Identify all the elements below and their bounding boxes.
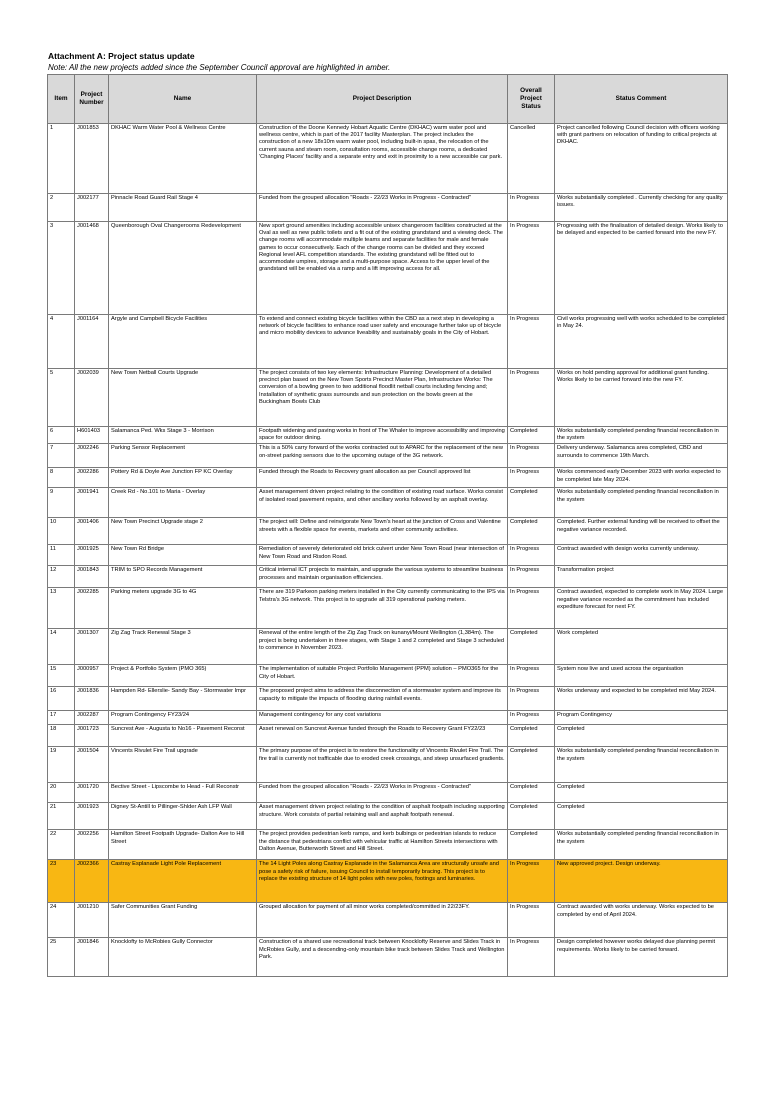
cell-description: Construction of a shared use recreational track between Knocklofty Reserve and Slides Track in McRobies Gully, and a descending-only mountain bike track between Slides Track and Wellington Park. <box>257 938 508 977</box>
cell-name: Program Contingency FY23/24 <box>109 711 257 725</box>
cell-status-comment: Completed <box>555 803 728 830</box>
cell-description: Footpath widening and paving works in front of The Whaler to improve accessibility and improving space for outdoor dining. <box>257 427 508 444</box>
cell-description: Asset renewal on Suncrest Avenue funded through the Roads to Recovery Grant FY22/23 <box>257 725 508 747</box>
header-item: Item <box>48 75 75 124</box>
project-status-table <box>47 74 728 977</box>
table-row <box>48 687 728 711</box>
cell-status: In Progress <box>508 566 555 588</box>
header-description: Project Description <box>257 75 508 124</box>
cell-name: New Town Netball Courts Upgrade <box>109 369 257 427</box>
cell-status-comment: New approved project. Design underway. <box>555 860 728 903</box>
cell-project-number: J001853 <box>75 124 109 194</box>
cell-description: This is a 50% carry forward of the works contracted out to APARC for the replacement of the new on-street parking sensors due to the upcoming outage of the 3G network. <box>257 444 508 468</box>
table-row <box>48 938 728 977</box>
cell-project-number: J001504 <box>75 747 109 783</box>
cell-item: 21 <box>48 803 75 830</box>
cell-item: 3 <box>48 222 75 315</box>
cell-name: Pinnacle Road Guard Rail Stage 4 <box>109 194 257 222</box>
cell-description: There are 319 Parkeon parking meters installed in the City currently communicating to the IPS via Telstra's 3G network. This project is to upgrade all 319 operational parking meters. <box>257 588 508 629</box>
cell-status: In Progress <box>508 860 555 903</box>
cell-item: 11 <box>48 545 75 566</box>
cell-project-number: J002366 <box>75 860 109 903</box>
cell-name: New Town Rd Bridge <box>109 545 257 566</box>
cell-name: DKHAC Warm Water Pool & Wellness Centre <box>109 124 257 194</box>
cell-item: 7 <box>48 444 75 468</box>
cell-status-comment: Works on hold pending approval for additional grant funding. Works likely to be carried forward into the new FY. <box>555 369 728 427</box>
table-row-highlighted <box>48 860 728 903</box>
cell-item: 24 <box>48 903 75 938</box>
table-row <box>48 830 728 860</box>
cell-description: To extend and connect existing bicycle facilities within the CBD as a next step in developing a network of bicycle facilities to enhance road user safety and encourage further take up of bicycle and micro mobility devices to advance liveability and sustainably goals in the City of Hobart. <box>257 315 508 369</box>
header-comment: Status Comment <box>555 75 728 124</box>
cell-name: Queenborough Oval Changerooms Redevelopment <box>109 222 257 315</box>
cell-project-number: J002039 <box>75 369 109 427</box>
document-note: Note: All the new projects added since the September Council approval are highlighted in amber. <box>48 63 391 72</box>
table-row <box>48 803 728 830</box>
table-row <box>48 488 728 518</box>
cell-project-number: J001164 <box>75 315 109 369</box>
cell-item: 2 <box>48 194 75 222</box>
cell-project-number: J001307 <box>75 629 109 665</box>
cell-status: In Progress <box>508 444 555 468</box>
cell-project-number: J001836 <box>75 687 109 711</box>
table-row <box>48 566 728 588</box>
cell-description: Funded from the grouped allocation "Roads - 22/23 Works in Progress - Contracted" <box>257 783 508 803</box>
cell-description: Management contingency for any cost variations <box>257 711 508 725</box>
cell-description: Construction of the Doone Kennedy Hobart Aquatic Centre (DKHAC) warm water pool and wellness centre, which is part of the 2017 facility Masterplan. The project includes the construction of a new 18x10m warm water pool, including built-in spas, the relocation of the current sauna and steam room, consultation rooms, accessible change rooms, a dedicated 'Changing Places' facility and a separate entry and exit in proximity to a new accessible car park. <box>257 124 508 194</box>
cell-status: Completed <box>508 803 555 830</box>
cell-status: In Progress <box>508 938 555 977</box>
cell-project-number: J001210 <box>75 903 109 938</box>
cell-project-number: H601403 <box>75 427 109 444</box>
cell-project-number: J001923 <box>75 803 109 830</box>
cell-status-comment: Progressing with the finalisation of detailed design. Works likely to be delayed and expected to be carried forward into the new FY. <box>555 222 728 315</box>
cell-description: New sport ground amenities including accessible unisex changeroom facilities constructed at the Oval as well as new public toilets and a fit out of the existing grandstand and a viewing deck. The change rooms will accommodate multiple teams and separate facilities for male and female games to occur consecutively. Each of the change rooms can be divided and they exceed Regional level AFL competition standards. The existing grandstand will be fitted out to accommodate umpires, storage and a multi-purpose space. Access to the upper level of the grandstand will be enabled via a ramp and a lift improving access for all. <box>257 222 508 315</box>
cell-item: 6 <box>48 427 75 444</box>
cell-status: In Progress <box>508 468 555 488</box>
cell-project-number: J002256 <box>75 830 109 860</box>
cell-status: In Progress <box>508 315 555 369</box>
cell-name: Project & Portfolio System (PMO 365) <box>109 665 257 687</box>
cell-item: 17 <box>48 711 75 725</box>
table-row <box>48 518 728 545</box>
table-header-row <box>48 75 728 124</box>
cell-item: 25 <box>48 938 75 977</box>
cell-name: TRIM to SPO Records Management <box>109 566 257 588</box>
cell-item: 23 <box>48 860 75 903</box>
table-row <box>48 747 728 783</box>
cell-status-comment: Works substantially completed pending financial reconciliation in the system <box>555 830 728 860</box>
cell-status: Completed <box>508 725 555 747</box>
cell-status-comment: Completed <box>555 783 728 803</box>
table-row <box>48 588 728 629</box>
cell-status: In Progress <box>508 665 555 687</box>
cell-status: In Progress <box>508 369 555 427</box>
cell-item: 13 <box>48 588 75 629</box>
cell-status-comment: Program Contingency <box>555 711 728 725</box>
cell-description: The project consists of two key elements: Infrastructure Planning: Development of a detailed precinct plan based on the New Town Sports Precinct Master Plan, Infrastructure Works: The conversion of a bowling green to two additional floodlit netball courts including fencing and; Installation of synthetic grass surrounds and sun protection on the bowls green at the Buckingham Bowls Club <box>257 369 508 427</box>
cell-description: Asset management driven project relating to the condition of asphalt footpath including supporting structure. Work consists of partial retaining wall and asphalt footpath renewal. <box>257 803 508 830</box>
cell-name: Creek Rd - No.101 to Maria - Overlay <box>109 488 257 518</box>
cell-name: Safer Communities Grant Funding <box>109 903 257 938</box>
cell-description: The proposed project aims to address the disconnection of a stormwater system and improve its capacity to mitigate the impacts of flooding during rainfall events. <box>257 687 508 711</box>
cell-item: 5 <box>48 369 75 427</box>
header-status: Overall Project Status <box>508 75 555 124</box>
cell-item: 20 <box>48 783 75 803</box>
cell-name: Hamilton Street Footpath Upgrade- Dalton Ave to Hill Street <box>109 830 257 860</box>
cell-project-number: J001406 <box>75 518 109 545</box>
table-row <box>48 222 728 315</box>
cell-status-comment: Work completed <box>555 629 728 665</box>
cell-status: In Progress <box>508 903 555 938</box>
table-row <box>48 725 728 747</box>
cell-project-number: J001925 <box>75 545 109 566</box>
table-row <box>48 711 728 725</box>
cell-project-number: J002287 <box>75 711 109 725</box>
cell-item: 8 <box>48 468 75 488</box>
cell-status-comment: System now live and used across the organisation <box>555 665 728 687</box>
table-row <box>48 903 728 938</box>
cell-name: Vincents Rivulet Fire Trail upgrade <box>109 747 257 783</box>
cell-project-number: J001720 <box>75 783 109 803</box>
cell-status: Completed <box>508 747 555 783</box>
cell-project-number: J002286 <box>75 468 109 488</box>
table-row <box>48 629 728 665</box>
cell-status: Completed <box>508 629 555 665</box>
cell-name: Hampden Rd- Ellerslie- Sandy Bay - Stormwater Impr <box>109 687 257 711</box>
table-row <box>48 194 728 222</box>
cell-item: 16 <box>48 687 75 711</box>
cell-status: Cancelled <box>508 124 555 194</box>
cell-status: In Progress <box>508 545 555 566</box>
cell-status-comment: Works substantially completed pending financial reconciliation in the system <box>555 747 728 783</box>
cell-status-comment: Completed <box>555 725 728 747</box>
cell-status-comment: Works substantially completed . Currently checking for any quality issues. <box>555 194 728 222</box>
cell-status: In Progress <box>508 711 555 725</box>
cell-project-number: J002177 <box>75 194 109 222</box>
cell-status: Completed <box>508 783 555 803</box>
cell-project-number: J001843 <box>75 566 109 588</box>
cell-item: 1 <box>48 124 75 194</box>
cell-description: Remediation of severely deteriorated old brick culvert under New Town Road (near intersection of New Town Road and Risdon Road. <box>257 545 508 566</box>
cell-status-comment: Works substantially completed pending financial reconciliation in the system <box>555 488 728 518</box>
cell-item: 14 <box>48 629 75 665</box>
cell-status-comment: Works substantially completed pending financial reconciliation in the system <box>555 427 728 444</box>
cell-description: The primary purpose of the project is to restore the functionality of Vincents Rivulet Fire Trail. The fire trail is currently not trafficable due to eroded creek crossings, and steep unsurfaced gradients. <box>257 747 508 783</box>
cell-name: Salamanca Ped. Wks Stage 3 - Morrison <box>109 427 257 444</box>
cell-status-comment: Completed. Further external funding will be received to offset the negative variance recorded. <box>555 518 728 545</box>
cell-item: 10 <box>48 518 75 545</box>
header-project-number: Project Number <box>75 75 109 124</box>
cell-item: 22 <box>48 830 75 860</box>
cell-status-comment: Delivery underway. Salamanca area completed, CBD and surrounds to commence 19th March. <box>555 444 728 468</box>
cell-status-comment: Works commenced early December 2023 with works expected to be completed late May 2024. <box>555 468 728 488</box>
cell-status-comment: Civil works progressing well with works scheduled to be completed in May 24. <box>555 315 728 369</box>
cell-project-number: J002246 <box>75 444 109 468</box>
cell-project-number: J001468 <box>75 222 109 315</box>
cell-name: Castray Esplanade Light Pole Replacement <box>109 860 257 903</box>
cell-status: Completed <box>508 488 555 518</box>
cell-project-number: J001723 <box>75 725 109 747</box>
cell-status: In Progress <box>508 687 555 711</box>
cell-project-number: J001941 <box>75 488 109 518</box>
cell-project-number: J000957 <box>75 665 109 687</box>
cell-name: Parking Sensor Replacement <box>109 444 257 468</box>
cell-status: Completed <box>508 427 555 444</box>
table-row <box>48 427 728 444</box>
cell-description: Funded through the Roads to Recovery grant allocation as per Council approved list <box>257 468 508 488</box>
cell-item: 12 <box>48 566 75 588</box>
cell-description: Funded from the grouped allocation "Roads - 22/23 Works in Progress - Contracted" <box>257 194 508 222</box>
cell-description: The project provides pedestrian kerb ramps, and kerb bulbings or pedestrian islands to reduce the distance that pedestrians conflict with vehicular traffic at Hamilton Streets intersections with Dalton Avenue, Butterworth Street and Hill Street. <box>257 830 508 860</box>
cell-item: 15 <box>48 665 75 687</box>
cell-description: The implementation of suitable Project Portfolio Management (PPM) solution – PMO365 for the City of Hobart. <box>257 665 508 687</box>
table-row <box>48 315 728 369</box>
document-title: Attachment A: Project status update <box>48 51 195 61</box>
table-row <box>48 124 728 194</box>
cell-item: 4 <box>48 315 75 369</box>
cell-status: Completed <box>508 518 555 545</box>
cell-status-comment: Design completed however works delayed due planning permit requirements. Works likely to be carried forward. <box>555 938 728 977</box>
table-row <box>48 783 728 803</box>
table-row <box>48 468 728 488</box>
cell-status-comment: Contract awarded, expected to complete work in May 2024. Large negative variance recorded as the commitment has included expediture forecast for next FY. <box>555 588 728 629</box>
cell-project-number: J002285 <box>75 588 109 629</box>
table-row <box>48 444 728 468</box>
cell-status-comment: Contract awarded with design works currently underway. <box>555 545 728 566</box>
cell-description: Renewal of the entire length of the Zig Zag Track on kunanyi/Mount Wellington (1,384m). The project is being undertaken in three stages, with Stage 1 and 2 completed and Stage 3 scheduled to commence in November 2023. <box>257 629 508 665</box>
cell-status: Completed <box>508 830 555 860</box>
cell-description: Grouped allocation for payment of all minor works completed/committed in 22/23FY. <box>257 903 508 938</box>
cell-status: In Progress <box>508 588 555 629</box>
cell-name: Pottery Rd & Doyle Ave Junction FP KC Overlay <box>109 468 257 488</box>
cell-status-comment: Project cancelled following Council decision with officers working with grant partners on relocation of funding to critical projects at DKHAC. <box>555 124 728 194</box>
cell-name: Parking meters upgrade 3G to 4G <box>109 588 257 629</box>
cell-status: In Progress <box>508 194 555 222</box>
cell-name: Suncrest Ave - Augusta to No16 - Pavement Reconst <box>109 725 257 747</box>
cell-item: 18 <box>48 725 75 747</box>
header-name: Name <box>109 75 257 124</box>
cell-status-comment: Works underway and expected to be completed mid May 2024. <box>555 687 728 711</box>
document-heading <box>48 51 738 73</box>
cell-name: Knocklofty to McRobies Gully Connector <box>109 938 257 977</box>
cell-status-comment: Contract awarded with works underway. Works expected to be completed by end of April 2024. <box>555 903 728 938</box>
cell-name: Zig Zag Track Renewal Stage 3 <box>109 629 257 665</box>
cell-description: The project will: Define and reinvigorate New Town's heart at the junction of Cross and Valentine streets with a flexible space for events, markets and other community activities. <box>257 518 508 545</box>
cell-status-comment: Transformation project <box>555 566 728 588</box>
cell-status: In Progress <box>508 222 555 315</box>
table-row <box>48 545 728 566</box>
cell-item: 9 <box>48 488 75 518</box>
cell-name: Argyle and Campbell Bicycle Facilities <box>109 315 257 369</box>
cell-project-number: J001846 <box>75 938 109 977</box>
cell-name: Digney St-Antill to Pillinger-Shlder Ash LFP Wall <box>109 803 257 830</box>
cell-description: Critical internal ICT projects to maintain, and upgrade the various systems to streamline business processes and maintain organisation efficiencies. <box>257 566 508 588</box>
table-row <box>48 369 728 427</box>
cell-description: The 14 Light Poles along Castray Esplanade in the Salamanca Area are structurally unsafe and pose a safety risk of failure, issuing Council to install temporarily bracing. This project is to replace the existing structure of 14 light poles with new poles, footings and luminaries. <box>257 860 508 903</box>
cell-name: New Town Precinct Upgrade stage 2 <box>109 518 257 545</box>
cell-name: Bective Street - Lipscombe to Head - Full Reconstr <box>109 783 257 803</box>
cell-item: 19 <box>48 747 75 783</box>
table-row <box>48 665 728 687</box>
cell-description: Asset management driven project relating to the condition of existing road surface. Works consist of isolated road pavement repairs, and other ancillary works followed by an asphalt overlay. <box>257 488 508 518</box>
